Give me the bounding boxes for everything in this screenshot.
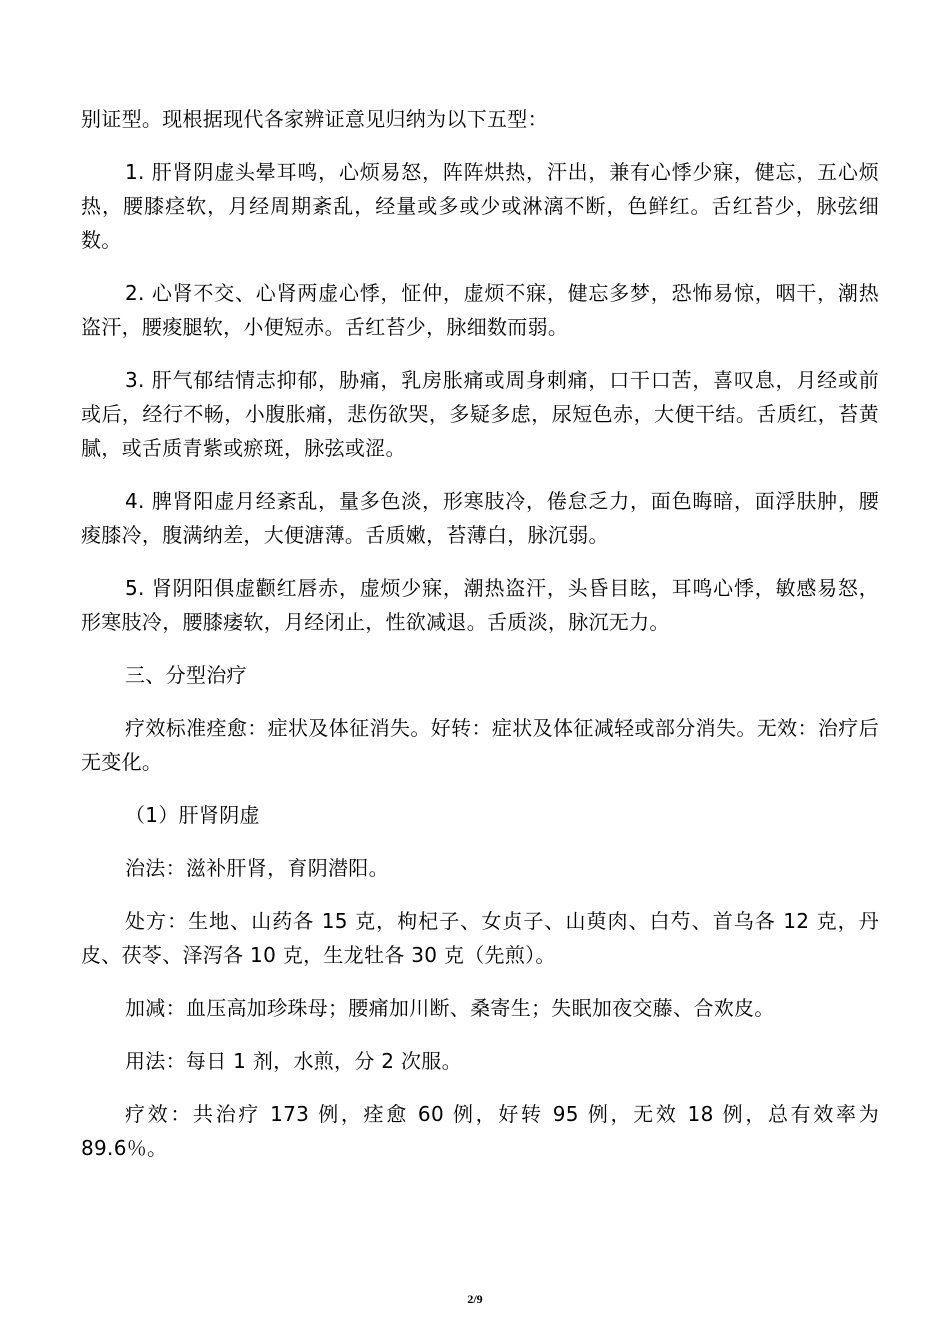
- paragraph-criteria: 疗效标准痊愈：症状及体征消失。好转：症状及体征减轻或部分消失。无效：治疗后无变化。: [81, 716, 879, 774]
- paragraph-usage: 用法：每日 1 剂，水煎，分 2 次服。: [125, 1049, 462, 1073]
- paragraph-type-4: 4. 脾肾阳虚月经紊乱，量多色淡，形寒肢冷，倦怠乏力，面色晦暗，面浮肤肿，腰痠膝冷，腹满纳差，大便溏薄。舌质嫩，苔薄白，脉沉弱。: [81, 489, 879, 547]
- paragraph-intro: 别证型。现根据现代各家辨证意见归纳为以下五型：: [81, 107, 548, 131]
- paragraph-prescription: 处方：生地、山药各 15 克，枸杞子、女贞子、山萸肉、白芍、首乌各 12 克，丹皮、茯苓、泽泻各 10 克，生龙牡各 30 克（先煎）。: [81, 909, 879, 967]
- page-number: 2/9: [467, 1292, 483, 1306]
- paragraph-modification: 加减：血压高加珍珠母；腰痛加川断、桑寄生；失眠加夜交藤、合欢皮。: [125, 996, 775, 1020]
- paragraph-type-1: 1. 肝肾阴虚头晕耳鸣，心烦易怒，阵阵烘热，汗出，兼有心悸少寐，健忘，五心烦热，腰膝痉软，月经周期紊乱，经量或多或少或淋漓不断，色鲜红。舌红苔少，脉弦细数。: [81, 160, 879, 252]
- paragraph-type-2: 2. 心肾不交、心肾两虚心悸，怔仲，虚烦不寐，健忘多梦，恐怖易惊，咽干，潮热盗汗，腰痠腿软，小便短赤。舌红苔少，脉细数而弱。: [81, 281, 879, 339]
- subsection-heading: （1）肝肾阴虚: [125, 803, 260, 827]
- paragraph-treatment-method: 治法：滋补肝肾，育阴潜阳。: [125, 856, 389, 880]
- paragraph-efficacy: 疗效：共治疗 173 例，痊愈 60 例，好转 95 例，无效 18 例，总有效率为89.6％。: [81, 1102, 879, 1160]
- paragraph-type-3: 3. 肝气郁结情志抑郁，胁痛，乳房胀痛或周身刺痛，口干口苦，喜叹息，月经或前或后，经行不畅，小腹胀痛，悲伤欲哭，多疑多虑，尿短色赤，大便干结。舌质红，苔黄腻，或舌质青紫或瘀斑，脉弦或涩。: [81, 368, 879, 460]
- document-body: [81, 102, 879, 1184]
- section-heading: 三、分型治疗: [125, 663, 247, 687]
- paragraph-type-5: 5. 肾阴阳俱虚颧红唇赤，虚烦少寐，潮热盗汗，头昏目眩，耳鸣心悸，敏感易怒，形寒肢冷，腰膝痿软，月经闭止，性欲减退。舌质淡，脉沉无力。: [81, 576, 879, 634]
